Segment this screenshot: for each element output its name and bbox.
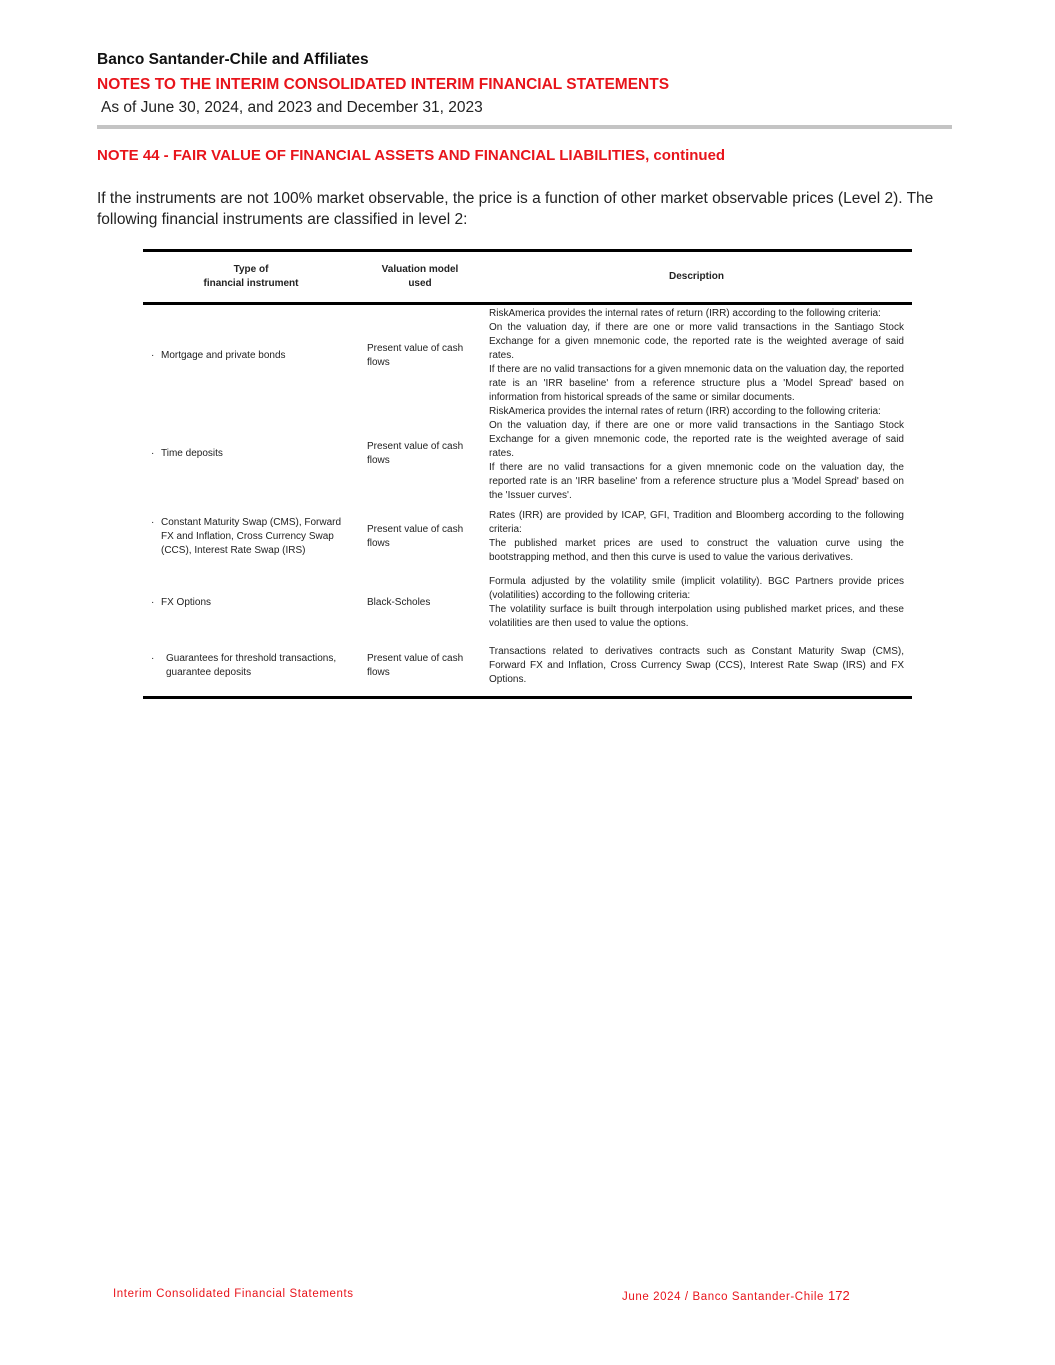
description-cell	[481, 405, 912, 505]
note-title: NOTE 44 - FAIR VALUE OF FINANCIAL ASSETS AND FINANCIAL LIABILITIES, continued	[97, 147, 726, 164]
instrument-type: FX Options	[161, 597, 212, 608]
header-description: Description	[668, 271, 724, 282]
notes-title: NOTES TO THE INTERIM CONSOLIDATED INTERIM FINANCIAL STATEMENTS	[97, 76, 670, 93]
description-text: The published market prices are used to construct the valuation curve using the bootstrapping method, and then this curve is used to value the various derivatives.	[489, 538, 904, 563]
instrument-type: Constant Maturity Swap (CMS), Forward FX and Inflation, Cross Currency Swap (CCS), Interest Rate Swap (IRS)	[161, 517, 342, 556]
valuation-model: Present value of cash flows	[367, 343, 464, 368]
valuation-model: Present value of cash flows	[367, 653, 464, 678]
header-model	[359, 251, 481, 304]
description-text: Formula adjusted by the volatility smile (implicit volatility). BGC Partners provide prices (volatilities) according to the following criteria:	[489, 576, 904, 601]
table-row	[143, 505, 912, 569]
description-text: Transactions related to derivatives contracts such as Constant Maturity Swap (CMS), Forward FX and Inflation, Cross Currency Swap (CCS), Interest Rate Swap (IRS) and FX Options.	[489, 646, 904, 685]
valuation-model: Black-Scholes	[367, 597, 431, 608]
table-row	[143, 405, 912, 505]
footer-document-title: Interim Consolidated Financial Statements	[113, 1288, 354, 1300]
page-header	[97, 50, 952, 129]
header-type-line2: financial instrument	[203, 278, 299, 289]
description-text: Rates (IRR) are provided by ICAP, GFI, Tradition and Bloomberg according to the following criteria:	[489, 510, 904, 535]
footer-date-company	[622, 1288, 850, 1303]
instrument-type: Time deposits	[161, 448, 223, 459]
description-text: If there are no valid transactions for a given mnemonic code on the valuation day, the reported rate is an 'IRR baseline' from a reference structure plus a 'Model Spread' based on the 'Issuer curves'.	[489, 462, 904, 501]
table-row	[143, 569, 912, 637]
header-type-line1: Type of	[233, 264, 269, 275]
description-cell	[481, 304, 912, 406]
description-text: If there are no valid transactions for a given mnemonic data on the valuation day, the reported rate is an 'IRR baseline' from a reference structure plus a 'Model Spread' based on information from historical spreads of the same or similar documents.	[489, 364, 904, 403]
description-cell	[481, 637, 912, 698]
description-text: RiskAmerica provides the internal rates of return (IRR) according to the following criteria:	[489, 406, 881, 417]
header-divider	[97, 125, 952, 129]
bullet-icon: ·	[151, 517, 155, 528]
header-model-line1: Valuation model	[381, 264, 459, 275]
bullet-icon: ·	[151, 350, 155, 361]
table-header-row	[143, 251, 912, 304]
as-of-date: As of June 30, 2024, and 2023 and December 31, 2023	[101, 99, 483, 116]
table-row	[143, 637, 912, 698]
bullet-icon: ·	[151, 653, 155, 664]
description-text: The volatility surface is built through interpolation using published market prices, and these volatilities are then used to value the options.	[489, 604, 904, 629]
header-model-line2: used	[408, 278, 432, 289]
instrument-type: Mortgage and private bonds	[161, 350, 286, 361]
valuation-model: Present value of cash flows	[367, 441, 464, 466]
valuation-model: Present value of cash flows	[367, 524, 464, 549]
table-row	[143, 304, 912, 406]
description-text: On the valuation day, if there are one or more valid transactions in the Santiago Stock Exchange for a given mnemonic code, the reported rate is the weighted average of said rates.	[489, 420, 904, 459]
bullet-icon: ·	[151, 597, 155, 608]
level2-instruments-table	[143, 249, 912, 699]
description-text: RiskAmerica provides the internal rates of return (IRR) according to the following criteria:	[489, 308, 881, 319]
intro-paragraph: If the instruments are not 100% market observable, the price is a function of other market observable prices (Level 2). The following financial instruments are classified in level 2:	[97, 190, 934, 228]
footer-period: June 2024 / Banco Santander-Chile	[622, 1291, 825, 1303]
description-cell	[481, 569, 912, 637]
bullet-icon: ·	[151, 448, 155, 459]
page-number: 172	[828, 1288, 850, 1303]
description-text: On the valuation day, if there are one or more valid transactions in the Santiago Stock Exchange for a given mnemonic code, the reported rate is the weighted average of said rates.	[489, 322, 904, 361]
header-type	[143, 251, 359, 304]
description-cell	[481, 505, 912, 569]
instrument-type: Guarantees for threshold transactions, guarantee deposits	[166, 653, 337, 678]
company-name: Banco Santander-Chile and Affiliates	[97, 51, 369, 68]
